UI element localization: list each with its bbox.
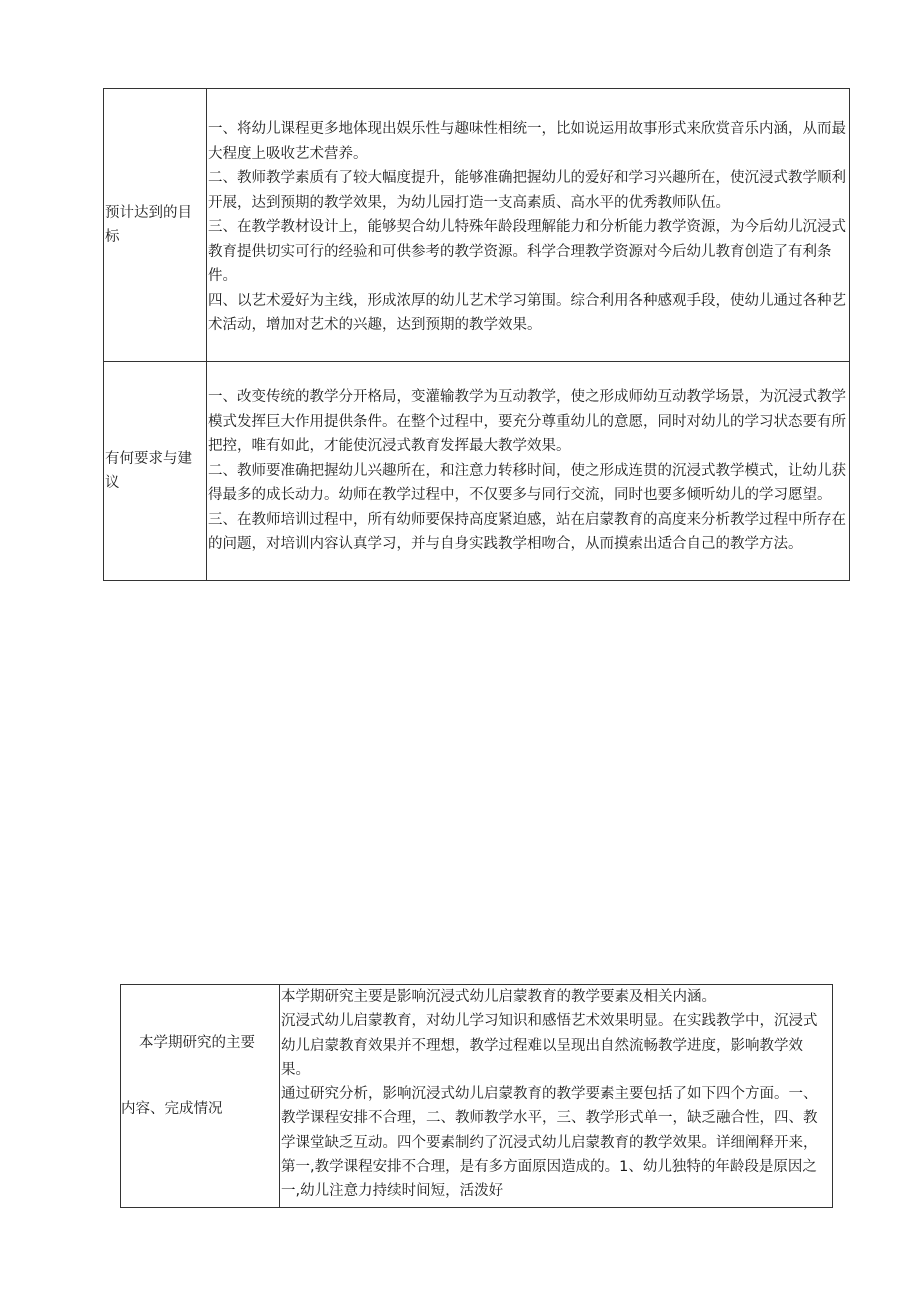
goals-content-cell xyxy=(207,89,850,362)
suggestions-content-cell xyxy=(207,362,850,581)
suggestions-paragraph-2: 二、教师要准确把握幼儿兴趣所在，和注意力转移时间，使之形成连贯的沉浸式教学模式，让幼儿获得最多的成长动力。幼师在教学过程中，不仅要多与同行交流，同时也要多倾听幼儿的学习愿望。 xyxy=(208,462,846,504)
goals-paragraph-4: 四、以艺术爱好为主线，形成浓厚的幼儿艺术学习第围。综合利用各种感观手段，使幼儿通过各种艺术活动，增加对艺术的兴趣，达到预期的教学效果。 xyxy=(208,292,846,333)
goals-label: 预计达到的目标 xyxy=(105,204,192,245)
research-label-line-2: 内容、完成情况 xyxy=(121,1100,223,1117)
plan-table xyxy=(103,88,850,581)
goals-row xyxy=(104,89,850,362)
research-label-cell xyxy=(121,985,280,1208)
suggestions-paragraph-3: 三、在教师培训过程中，所有幼师要保持高度紧迫感，站在启蒙教育的高度来分析教学过程中所存在的问题，对培训内容认真学习，并与自身实践教学相吻合，从而摸索出适合自己的教学方法。 xyxy=(208,511,846,553)
goals-paragraph-1: 一、将幼儿课程更多地体现出娱乐性与趣味性相统一，比如说运用故事形式来欣赏音乐内涵，从而最大程度上吸收艺术营养。 xyxy=(208,121,846,162)
suggestions-label: 有何要求与建议 xyxy=(105,450,192,491)
goals-paragraph-3: 三、在教学教材设计上，能够契合幼儿特殊年龄段理解能力和分析能力教学资源，为今后幼儿沉浸式教育提供切实可行的经验和可供参考的教学资源。科学合理教学资源对今后幼儿教育创造了有利条件。 xyxy=(208,219,846,284)
suggestions-label-cell xyxy=(104,362,207,581)
research-paragraph-1: 本学期研究主要是影响沉浸式幼儿启蒙教育的教学要素及相关内涵。 xyxy=(281,989,716,1005)
research-table xyxy=(120,984,833,1208)
research-label-line-1: 本学期研究的主要 xyxy=(139,1035,255,1051)
research-paragraph-2: 沉浸式幼儿启蒙教育，对幼儿学习知识和感悟艺术效果明显。在实践教学中，沉浸式幼儿启蒙教育效果并不理想，教学过程难以呈现出自然流畅教学进度，影响教学效果。 xyxy=(281,1013,818,1078)
goals-paragraph-2: 二、教师教学素质有了较大幅度提升，能够准确把握幼儿的爱好和学习兴趣所在，使沉浸式教学顺利开展，达到预期的教学效果，为幼儿园打造一支高素质、高水平的优秀教师队伍。 xyxy=(208,170,846,211)
suggestions-row xyxy=(104,362,850,581)
research-content-cell xyxy=(280,985,833,1208)
research-row xyxy=(121,985,833,1208)
suggestions-paragraph-1: 一、改变传统的教学分开格局，变灌输教学为互动教学，使之形成师幼互动教学场景，为沉浸式教学模式发挥巨大作用提供条件。在整个过程中，要充分尊重幼儿的意愿，同时对幼儿的学习状态要有所把控，唯有如此，才能使沉浸式教育发挥最大教学效果。 xyxy=(208,389,846,455)
research-paragraph-3: 通过研究分析，影响沉浸式幼儿启蒙教育的教学要素主要包括了如下四个方面。一、教学课程安排不合理，二、教师教学水平，三、教学形式单一，缺乏融合性，四、教学课堂缺乏互动。四个要素制约了沉浸式幼儿启蒙教育的教学效果。详细阐释开来，第一,教学课程安排不合理，是有多方面原因造成的。1、幼儿独特的年龄段是原因之一,幼儿注意力持续时间短，活泼好 xyxy=(281,1086,818,1200)
goals-label-cell xyxy=(104,89,207,362)
